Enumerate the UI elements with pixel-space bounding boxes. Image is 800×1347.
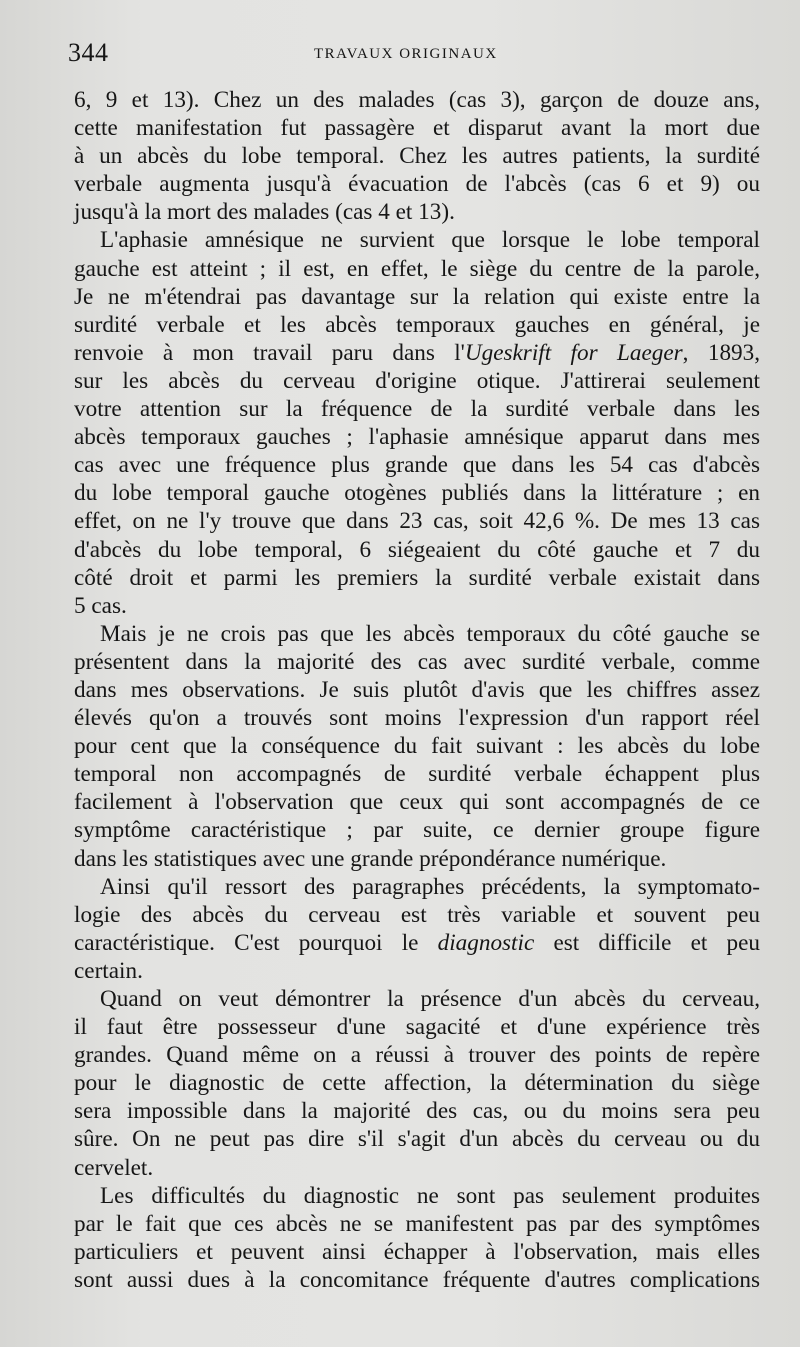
page-number: 344 — [68, 38, 109, 67]
text-line: Je ne m'étendrai pas davantage sur la relation qui existe entre la — [74, 283, 760, 310]
text-line: 6, 9 et 13). Chez un des malades (cas 3), garçon de douze ans, — [74, 87, 760, 113]
text-line: sera impossible dans la majorité des cas, ou du moins sera peu — [74, 1098, 760, 1125]
page-header — [68, 38, 760, 74]
text-line: cervelet. — [74, 1154, 154, 1181]
text-line: côté droit et parmi les premiers la surdité verbale existait dans — [74, 564, 760, 591]
text-segment: est difficile et peu — [534, 929, 760, 956]
text-line: il faut être possesseur d'une sagacité et d'une expérience très — [74, 1014, 760, 1041]
text-line — [74, 339, 760, 367]
text-line: Quand on veut démontrer la présence d'un abcès du cerveau, — [100, 986, 760, 1012]
text-line: particuliers et peuvent ainsi échapper à l'observation, mais elles — [74, 1238, 760, 1265]
text-line: logie des abcès du cerveau est très variable et souvent peu — [74, 901, 760, 928]
text-line: élevés qu'on a trouvés sont moins l'expression d'un rapport réel — [74, 705, 760, 732]
text-line: Ainsi qu'il ressort des paragraphes précédents, la symptomato- — [100, 873, 760, 900]
running-head: TRAVAUX ORIGINAUX — [314, 46, 498, 62]
text-line: temporal non accompagnés de surdité verbale échappent plus — [74, 761, 760, 788]
text-line: à un abcès du lobe temporal. Chez les autres patients, la surdité — [74, 143, 760, 170]
text-line: gauche est atteint ; il est, en effet, le siège du centre de la parole, — [74, 255, 760, 282]
text-line: effet, on ne l'y trouve que dans 23 cas, soit 42,6 %. De mes 13 cas — [74, 508, 760, 535]
text-line: 5 cas. — [74, 592, 127, 619]
text-line — [74, 929, 760, 957]
text-segment: renvoie à mon travail paru dans l' — [74, 339, 465, 366]
text-line: surdité verbale et les abcès temporaux gauches en général, je — [74, 311, 760, 338]
emphasis-word: diagnostic — [437, 929, 535, 956]
text-segment: , 1893, — [682, 339, 761, 366]
text-line: jusqu'à la mort des malades (cas 4 et 13). — [74, 199, 455, 226]
text-line: votre attention sur la fréquence de la surdité verbale dans les — [74, 396, 760, 423]
text-line: sûre. On ne peut pas dire s'il s'agit d'un abcès du cerveau ou du — [74, 1126, 760, 1153]
text-line: grandes. Quand même on a réussi à trouver des points de repère — [74, 1042, 760, 1069]
text-line: par le fait que ces abcès ne se manifestent pas par des symptômes — [74, 1210, 760, 1237]
text-line: pour le diagnostic de cette affection, la détermination du siège — [74, 1070, 760, 1097]
text-line: du lobe temporal gauche otogènes publiés dans la littérature ; en — [74, 480, 760, 507]
text-line: pour cent que la conséquence du fait suivant : les abcès du lobe — [74, 733, 760, 760]
text-line: L'aphasie amnésique ne survient que lorsque le lobe temporal — [100, 227, 760, 254]
text-line: présentent dans la majorité des cas avec surdité verbale, comme — [74, 648, 760, 675]
text-line: dans mes observations. Je suis plutôt d'avis que les chiffres assez — [74, 676, 760, 703]
text-line: Mais je ne crois pas que les abcès temporaux du côté gauche se — [100, 620, 760, 647]
text-line: dans les statistiques avec une grande prépondérance numérique. — [74, 845, 667, 872]
text-line: verbale augmenta jusqu'à évacuation de l'abcès (cas 6 et 9) ou — [74, 171, 760, 198]
text-line: sur les abcès du cerveau d'origine otique. J'attirerai seulement — [74, 367, 760, 394]
text-line: cette manifestation fut passagère et disparut avant la mort due — [74, 115, 760, 142]
body-text — [74, 86, 760, 1294]
text-line: symptôme caractéristique ; par suite, ce dernier groupe figure — [74, 817, 760, 844]
text-line: certain. — [74, 957, 143, 984]
text-line: Les difficultés du diagnostic ne sont pas seulement produites — [100, 1182, 760, 1209]
text-line: cas avec une fréquence plus grande que dans les 54 cas d'abcès — [74, 452, 760, 479]
text-segment: caractéristique. C'est pourquoi le — [74, 929, 438, 956]
journal-title: Ugeskrift for Laeger — [464, 339, 683, 366]
text-line: d'abcès du lobe temporal, 6 siégeaient du côté gauche et 7 du — [74, 536, 760, 563]
text-line: facilement à l'observation que ceux qui sont accompagnés de ce — [74, 789, 760, 816]
text-line: abcès temporaux gauches ; l'aphasie amnésique apparut dans mes — [74, 424, 760, 451]
text-line: sont aussi dues à la concomitance fréquente d'autres complications — [74, 1266, 760, 1293]
